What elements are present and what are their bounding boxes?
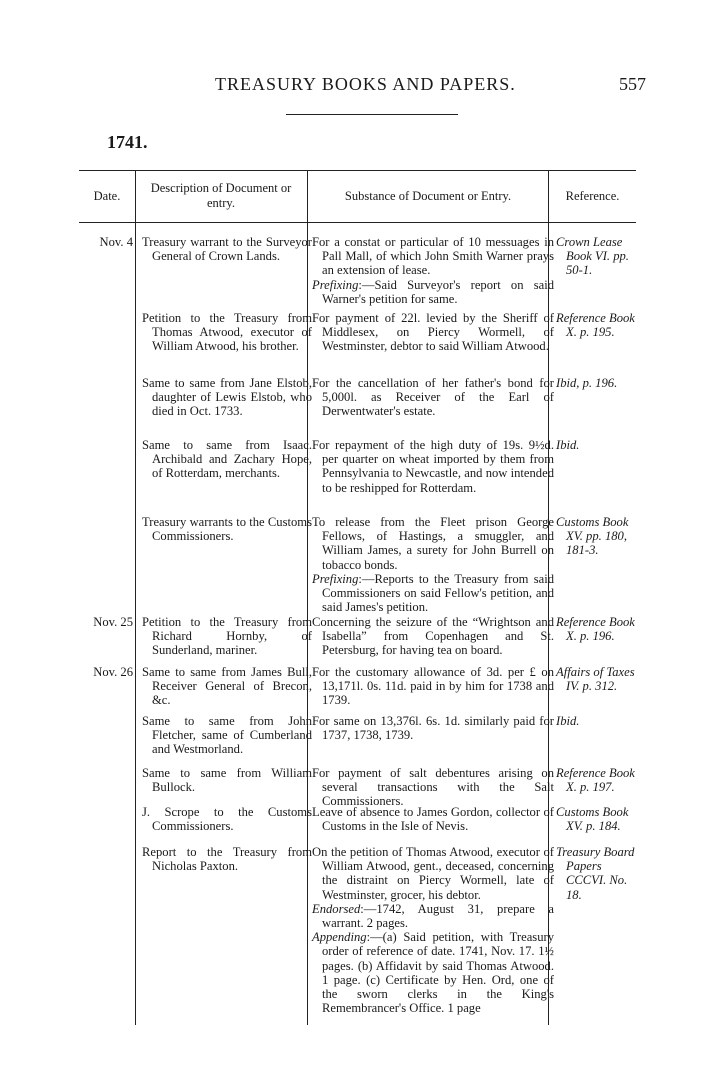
entry-substance <box>312 235 554 306</box>
endorsed-text: :—1742, August 31, prepare a warrant. 2 pages. <box>322 901 554 931</box>
appending-text: :—(a) Said petition, with Treasury order of reference of date. 1741, Nov. 17. 1½ pages. (b) Affidavit by said Thomas Atwood. 1 page. (c) Certificate by Hen. Ord, one of the sworn clerks in the King's Remembrancer's Office. 1 page <box>322 930 554 1016</box>
entry-description: Same to same from Jane Elstob, daughter of Lewis Elstob, who died in Oct. 1733. <box>142 376 312 419</box>
entry-description: Same to same from James Bull, Receiver General of Brecon, &c. <box>142 665 312 708</box>
entry-reference: Reference Book X. p. 195. <box>556 311 635 340</box>
entry-substance: For payment of salt debentures arising on several transactions with the Salt Commissioners. <box>312 766 554 809</box>
entry-description: Petition to the Treasury from Richard Hornby, of Sunderland, mariner. <box>142 615 312 658</box>
entry-substance: For the cancellation of her father's bond for 5,000l. as Receiver of the Earl of Derwentwater's estate. <box>312 376 554 419</box>
entry-description: Treasury warrant to the Surveyor General of Crown Lands. <box>142 235 312 264</box>
column-header-description: Description of Document or entry. <box>150 181 292 210</box>
header-rule <box>286 114 458 115</box>
entry-reference: Affairs of Taxes IV. p. 312. <box>556 665 635 694</box>
substance-text: For a constat or particular of 10 messuages in Pall Mall, of which John Smith Warner prays an extension of lease. <box>312 235 554 278</box>
substance-text: On the petition of Thomas Atwood, executor of William Atwood, gent., deceased, concerning the distraint on Piercy Wormell, late of Westminster, grocer, his debtor. <box>312 845 554 902</box>
endorsed-label: Endorsed <box>312 901 361 916</box>
entry-reference: Customs Book XV. p. 184. <box>556 805 629 834</box>
entry-reference: Crown Lease Book VI. pp. 50-1. <box>556 235 629 278</box>
entry-description: Same to same from Isaac. Archibald and Zachary Hope, of Rotterdam, merchants. <box>142 438 312 481</box>
entry-reference: Reference Book X. p. 196. <box>556 615 635 644</box>
page-header <box>0 70 721 100</box>
entry-description: Treasury warrants to the Customs Commissioners. <box>142 515 312 544</box>
entry-substance: Concerning the seizure of the “Wrightson and Isabella” from Copenhagen and St. Petersburg, for having tea on board. <box>312 615 554 658</box>
column-divider <box>135 170 136 1025</box>
entry-reference: Treasury Board Papers CCCVI. No. 18. <box>556 845 635 902</box>
entry-substance: For same on 13,376l. 6s. 1d. similarly paid for 1737, 1738, 1739. <box>312 714 554 743</box>
entry-description: Same to same from John Fletcher, same of Cumberland and Westmorland. <box>142 714 312 757</box>
prefixing-text: :—Said Surveyor's report on said Warner's petition for same. <box>322 277 554 306</box>
entry-substance <box>312 845 554 1015</box>
column-header-date: Date. <box>93 188 121 203</box>
calendar-table <box>79 170 636 1025</box>
entry-description: J. Scrope to the Customs Commissioners. <box>142 805 312 834</box>
entry-description: Petition to the Treasury from Thomas Atwood, executor of William Atwood, his brother. <box>142 311 312 354</box>
entry-date: Nov. 4 <box>99 235 133 249</box>
running-title: TREASURY BOOKS AND PAPERS. <box>215 74 516 94</box>
year-heading: 1741. <box>107 132 148 152</box>
entry-date: Nov. 26 <box>93 665 133 679</box>
page-number: 557 <box>619 74 646 94</box>
entry-date: Nov. 25 <box>93 615 133 629</box>
column-header-reference: Reference. <box>565 188 620 203</box>
entry-reference: Ibid. <box>556 714 580 728</box>
table-header-rule <box>79 222 636 223</box>
entry-description: Same to same from William Bullock. <box>142 766 312 795</box>
entry-reference: Reference Book X. p. 197. <box>556 766 635 795</box>
entry-substance: For payment of 22l. levied by the Sheriff of Middlesex, on Piercy Wormell, of Westminster, debtor to said William Atwood. <box>312 311 554 354</box>
appending-label: Appending <box>312 930 367 945</box>
prefixing-text: :—Reports to the Treasury from said Commissioners on said Fellow's petition, and said James's petition. <box>322 571 554 615</box>
column-divider <box>307 170 308 1025</box>
entry-substance: For repayment of the high duty of 19s. 9½d. per quarter on wheat imported by them from Pennsylvania to Newcastle, and now intended to be reshipped for Rotterdam. <box>312 438 554 495</box>
column-header-substance: Substance of Document or Entry. <box>344 188 512 203</box>
substance-text: To release from the Fleet prison George Fellows, of Hastings, a smuggler, and William James, a surety for John Burrell on tobacco bonds. <box>312 515 554 572</box>
prefixing-label: Prefixing <box>312 277 359 292</box>
entry-reference: Customs Book XV. pp. 180, 181-3. <box>556 515 629 558</box>
entry-substance: Leave of absence to James Gordon, collector of Customs in the Isle of Nevis. <box>312 805 554 834</box>
entry-reference: Ibid. <box>556 438 580 452</box>
entry-description: Report to the Treasury from Nicholas Paxton. <box>142 845 312 874</box>
entry-substance <box>312 515 554 614</box>
entry-substance: For the customary allowance of 3d. per £ on 13,171l. 0s. 11d. paid in by him for 1738 and 1739. <box>312 665 554 708</box>
prefixing-label: Prefixing <box>312 571 359 586</box>
entry-reference: Ibid, p. 196. <box>556 376 618 390</box>
